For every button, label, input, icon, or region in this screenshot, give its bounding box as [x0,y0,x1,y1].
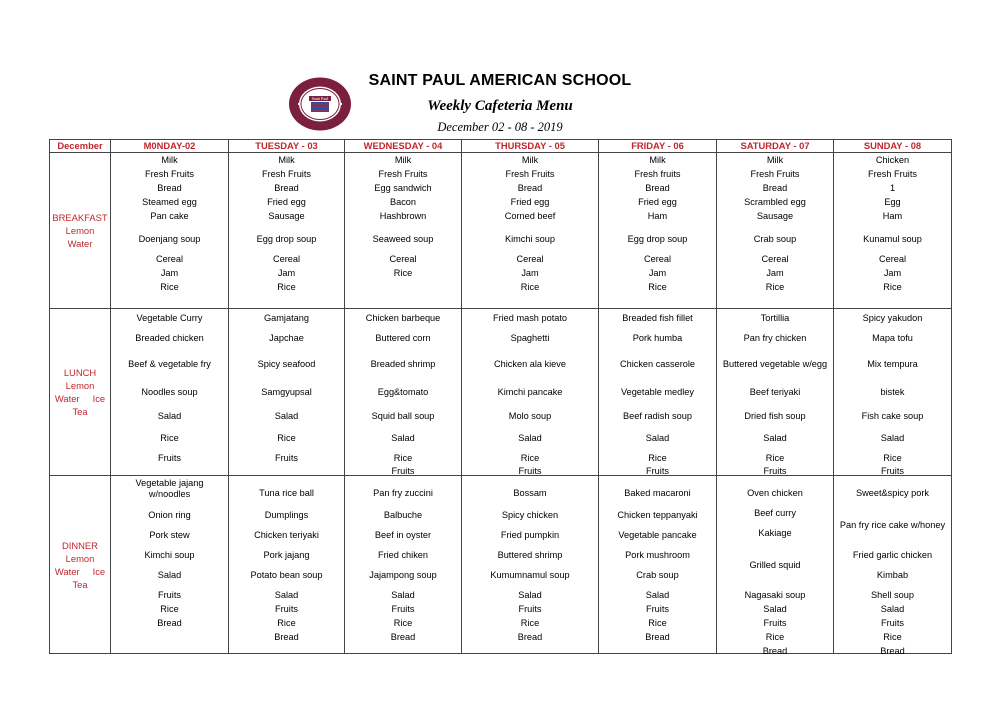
month-header: December [50,140,111,153]
menu-item: Cereal [389,254,417,264]
meal-label-line: Tea [72,578,88,590]
lunch-cell [345,309,462,476]
menu-item: Onion ring [148,510,191,520]
menu-item: Rice [883,282,902,292]
menu-item: Fruits [518,466,542,476]
day-header: TUESDAY - 03 [229,140,345,153]
menu-item: Salad [274,590,299,600]
breakfast-cell [111,153,229,309]
menu-item: Kimchi soup [504,234,556,244]
menu-item: Cereal [272,254,301,264]
menu-item: Egg sandwich [374,183,432,193]
menu-item: Fresh fruits [634,169,681,179]
menu-item: Milk [278,155,295,165]
menu-item: Rice [520,453,540,463]
menu-item: Fruits [158,453,181,463]
svg-text:Saint Paul: Saint Paul [311,96,329,101]
menu-item: Salad [645,433,670,443]
meal-label-line: Lemon [65,380,95,391]
menu-item: Fruits [881,466,904,476]
menu-item: Gamjatang [264,313,309,323]
menu-item: Pork humba [632,333,683,343]
dinner-cell [462,476,599,654]
breakfast-cell [462,153,599,309]
menu-item: Salad [763,433,787,443]
menu-item: Grilled squid [749,560,801,570]
menu-item: Fresh Fruits [505,169,555,179]
menu-item: Fresh Fruits [144,169,194,179]
breakfast-cell [345,153,462,309]
menu-item: Spicy seafood [257,359,316,369]
menu-item: Fruits [158,590,181,600]
menu-item: Breaded shrimp [370,359,436,369]
menu-item: Chicken [875,155,910,165]
menu-item: Rice [277,618,296,628]
menu-item: Fried egg [267,197,306,207]
menu-item: Fruits [763,466,787,476]
menu-item: Rice [393,453,413,463]
menu-item: Hashbrown [379,211,427,221]
day-header: SUNDAY - 08 [834,140,952,153]
menu-item: Noodles soup [141,387,198,397]
menu-item: Baked macaroni [624,488,691,498]
menu-item: Mapa tofu [872,333,913,343]
menu-item: Pork stew [149,530,190,540]
menu-item: Mix tempura [867,359,918,369]
menu-item: Cereal [516,254,544,264]
menu-item: 1 [889,183,896,193]
menu-item: Ham [882,211,903,221]
menu-item: Sweet&spicy pork [855,488,930,498]
menu-item: Fruits [391,466,415,476]
menu-item: Crab soup [636,570,679,580]
menu-item: Fried egg [638,197,677,207]
meal-label-line: Water Ice [54,393,106,404]
menu-item: Egg drop soup [256,234,317,244]
menu-item: Beef curry [754,508,796,518]
menu-item: Egg [884,197,901,207]
menu-item: Japchae [269,333,304,343]
menu-item: Rice [765,632,785,642]
meal-label-line: Lemon [65,225,95,236]
menu-item: Rice [160,433,179,443]
menu-item: Chicken teriyaki [254,530,319,540]
menu-item: Salad [880,604,905,614]
dinner-cell [599,476,717,654]
menu-item: Kakiage [758,528,792,538]
menu-item: Fried chiken [377,550,429,560]
menu-item: Bread [762,183,788,193]
menu-item: Milk [521,155,539,165]
menu-item: Rice [648,453,667,463]
menu-item: Jam [883,268,902,278]
menu-item: Tortillia [760,313,790,323]
menu-item: Salad [274,411,299,421]
menu-item: Kimbab [876,570,909,580]
menu-item: Fried egg [510,197,550,207]
menu-item: Milk [766,155,784,165]
dinner-label [50,476,111,654]
menu-item: Potato bean soup [250,570,323,580]
menu-item: Rice [765,453,785,463]
menu-item: Scrambled egg [744,197,806,207]
menu-item: Fresh Fruits [261,169,311,179]
meal-label-line: Tea [72,406,88,417]
breakfast-row [50,153,952,309]
menu-item: Milk [161,155,178,165]
menu-item: Bread [274,183,299,193]
menu-item: Fruits [763,618,787,628]
menu-item: Salad [157,570,182,580]
menu-item: Pan fry zuccini [373,488,433,498]
menu-item: Fruits [518,604,542,614]
menu-item: Jajampong soup [369,570,437,580]
menu-item: Cereal [878,254,907,264]
menu-item: Rice [883,453,902,463]
menu-item: Vegetable pancake [618,530,697,540]
menu-item: Jam [160,268,179,278]
menu-item: Rice [520,618,540,628]
menu-item: Rice [160,604,179,614]
menu-item: Squid ball soup [371,411,435,421]
menu-item: Beef radish soup [623,411,692,421]
lunch-cell [834,309,952,476]
day-header: FRIDAY - 06 [599,140,717,153]
dinner-cell [717,476,834,654]
menu-item: Kimchi pancake [497,387,563,397]
lunch-cell [111,309,229,476]
menu-item: Fruits [646,466,669,476]
menu-item: Rice [277,282,296,292]
menu-item: Fruits [881,618,904,628]
day-header: SATURDAY - 07 [717,140,834,153]
day-header: WEDNESDAY - 04 [345,140,462,153]
menu-item: Egg&tomato [377,387,429,397]
school-name: SAINT PAUL AMERICAN SCHOOL [368,72,632,89]
menu-item: Bread [517,632,543,642]
menu-item: Fried garlic chicken [852,550,933,560]
menu-item: Bread [274,632,299,642]
menu-item: Pan fry chicken [743,333,807,343]
menu-item: Chicken casserole [619,359,696,369]
menu-item: Chicken teppanyaki [617,510,698,520]
menu-item: Salad [391,590,415,600]
menu-item: Kimchi soup [144,550,195,560]
menu-item: Jam [648,268,667,278]
menu-item: Nagasaki soup [744,590,806,600]
menu-item: Cereal [761,254,789,264]
menu-item: Kunamul soup [863,234,922,244]
menu-item: Shell soup [871,590,914,600]
menu-item: Sausage [756,211,794,221]
menu-item: Salad [391,433,415,443]
menu-item: Bacon [389,197,417,207]
menu-item: Pan cake [150,211,189,221]
menu-item: Vegetable medley [620,387,695,397]
menu-item: Fresh Fruits [378,169,428,179]
menu-item: Pork jajang [263,550,310,560]
lunch-cell [599,309,717,476]
header-row [50,140,952,153]
menu-item: Cereal [643,254,672,264]
menu-item: Rice [393,618,413,628]
menu-item: Chicken barbeque [365,313,441,323]
menu-item: Bread [157,183,182,193]
menu-item: Fruits [646,604,669,614]
menu-item: Bossam [513,488,547,498]
menu-item: Kumumnamul soup [490,570,570,580]
menu-item: Beef in oyster [374,530,432,540]
menu-item: Salad [763,604,787,614]
lunch-cell [462,309,599,476]
meal-label-line: BREAKFAST [52,212,108,223]
menu-item: Crab soup [753,234,797,244]
dinner-row [50,476,952,654]
menu-item: Rice [883,632,902,642]
menu-item: Rice [765,282,785,292]
menu-item: Bread [157,618,182,628]
meal-label-line: DINNER [62,539,98,551]
menu-item: Seaweed soup [372,234,434,244]
menu-item: Jam [521,268,539,278]
breakfast-label [50,153,111,309]
day-header: THURSDAY - 05 [462,140,599,153]
menu-item: Bread [390,632,416,642]
menu-item: Bread [517,183,543,193]
dinner-cell [111,476,229,654]
menu-item: Bread [880,646,905,656]
meal-label-line: Lemon [65,552,95,564]
meal-label-line: Water Ice [54,565,106,577]
menu-item: Chicken ala kieve [493,359,566,369]
menu-item: Salad [880,433,905,443]
menu-item: Oven chicken [747,488,803,498]
menu-item: Fried pumpkin [500,530,560,540]
menu-item: Beef & vegetable fry [128,359,211,369]
breakfast-cell [599,153,717,309]
breakfast-cell [717,153,834,309]
menu-item: Salad [518,590,542,600]
breakfast-cell [834,153,952,309]
breakfast-cell [229,153,345,309]
date-range: December 02 - 08 - 2019 [437,120,563,134]
menu-item: Rice [648,282,667,292]
menu-item: Fruits [275,604,298,614]
menu-item: Rice [520,282,540,292]
menu-item: Rice [393,268,413,278]
menu-item: Rice [160,282,179,292]
menu-item: Buttered corn [375,333,431,343]
menu-item: Fruits [391,604,415,614]
menu-item: Spicy yakudon [862,313,923,323]
menu-item: Buttered vegetable w/egg [722,359,828,369]
lunch-row [50,309,952,476]
menu-item: Ham [647,211,668,221]
day-header: M0NDAY-02 [111,140,229,153]
menu-item: Vegetable Curry [136,313,203,323]
menu-item: Fried mash potato [492,313,568,323]
menu-item: Bread [645,183,670,193]
dinner-cell [229,476,345,654]
menu-item: Vegetable jajang w/noodles [135,478,204,499]
menu-item: Jam [766,268,784,278]
menu-item: Spicy chicken [501,510,559,520]
menu-item: Milk [649,155,666,165]
meal-label-line: LUNCH [63,367,97,378]
menu-item: Breaded chicken [135,333,204,343]
menu-item: Egg drop soup [627,234,688,244]
menu-item: Pork mushroom [625,550,690,560]
lunch-label [50,309,111,476]
menu-item: Fruits [275,453,298,463]
menu-item: Buttered shrimp [497,550,563,560]
dinner-cell [834,476,952,654]
menu-item: Breaded fish fillet [622,313,693,323]
dinner-cell [345,476,462,654]
menu-item: Milk [394,155,412,165]
menu-item: bistek [880,387,905,397]
lunch-cell [717,309,834,476]
menu-item: Salad [645,590,670,600]
menu-item: Bread [762,646,788,656]
menu-item: Samgyupsal [261,387,312,397]
menu-item: Salad [518,433,542,443]
menu-title: Weekly Cafeteria Menu [427,98,573,114]
menu-item: Fish cake soup [861,411,924,421]
meal-label-line: Water [67,238,93,249]
menu-item: Steamed egg [142,197,197,207]
menu-item: Tuna rice ball [259,488,314,498]
menu-item: Spaghetti [510,333,550,343]
menu-item: Cereal [155,254,184,264]
menu-item: Fresh Fruits [867,169,917,179]
menu-item: Rice [648,618,667,628]
menu-item: Balbuche [383,510,423,520]
menu-item: Beef teriyaki [749,387,801,397]
cafeteria-menu-table [49,139,952,654]
menu-item: Rice [277,433,296,443]
menu-item: Doenjang soup [138,234,201,244]
menu-item: Corned beef [504,211,556,221]
menu-item: Bread [645,632,670,642]
menu-item: Jam [277,268,296,278]
menu-item: Salad [157,411,182,421]
menu-item: Molo soup [508,411,552,421]
menu-item: Fresh Fruits [750,169,800,179]
menu-item: Dumplings [264,510,309,520]
lunch-cell [229,309,345,476]
menu-item: Dried fish soup [744,411,806,421]
menu-item: Sausage [268,211,305,221]
menu-item: Pan fry rice cake w/honey [839,520,946,530]
